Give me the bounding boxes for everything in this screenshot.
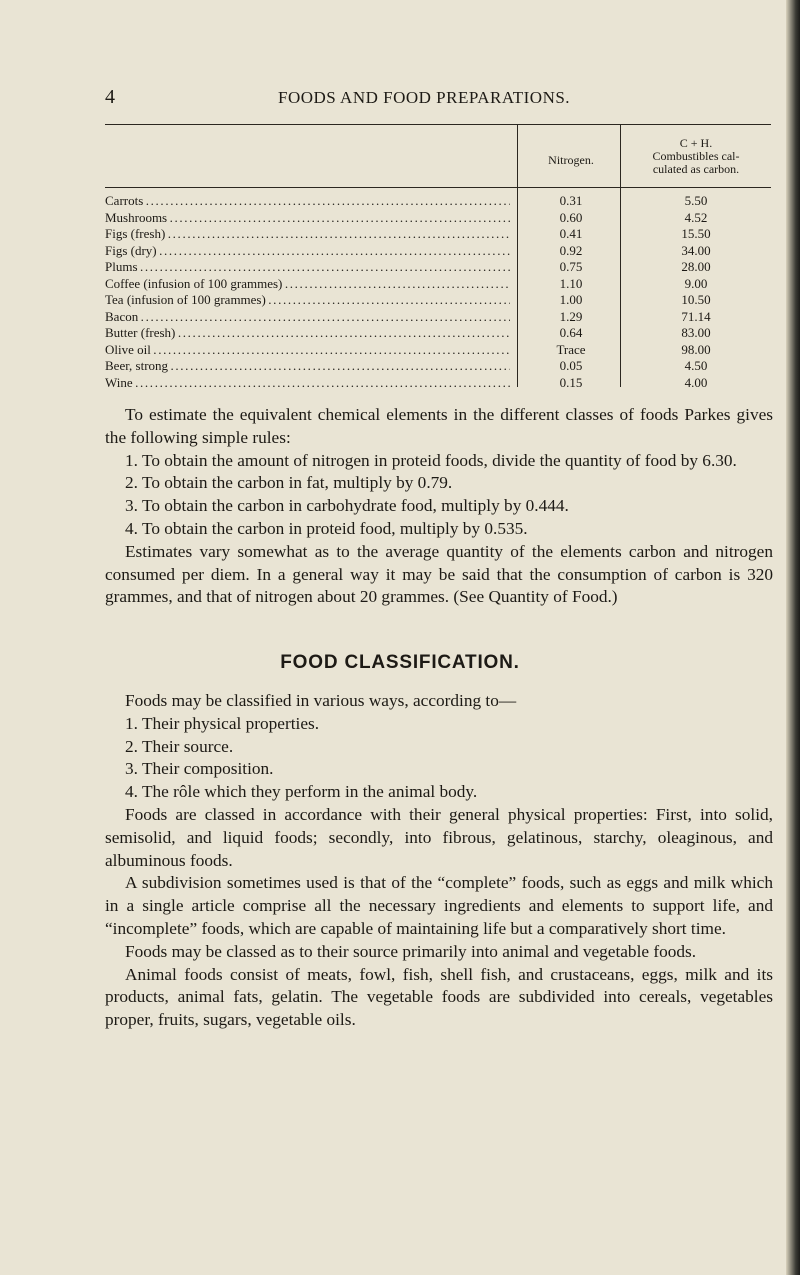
table-row <box>105 325 771 342</box>
table-body <box>105 188 771 391</box>
food-name: Wine . . . <box>105 375 510 392</box>
section-heading: FOOD CLASSIFICATION. <box>280 652 520 673</box>
carbon-value: 4.50 <box>684 358 708 373</box>
food-name: Beer, strong . . . <box>105 358 510 375</box>
paragraph: A subdivision sometimes used is that of the “complete” foods, such as eggs and milk which in a single article comprise all the necessary ingredients and elements to support life, and “incomplete” foods, which are capable of maintaining life but a comparatively short time. <box>105 873 773 938</box>
nitrogen-value: 0.15 <box>559 374 583 390</box>
table-header <box>105 125 771 188</box>
table-row <box>105 210 771 227</box>
food-name: Butter (fresh) . . . <box>105 325 510 342</box>
page-number: 4 <box>105 86 115 108</box>
nitrogen-value: 0.31 <box>559 193 583 208</box>
food-name: Plums . . . <box>105 259 510 276</box>
list-item: 3. To obtain the carbon in carbohydrate food, multiply by 0.444. <box>125 496 569 516</box>
table-row <box>105 358 771 375</box>
table-row <box>105 259 771 276</box>
paragraph: Foods may be classified in various ways, according to— <box>125 691 517 710</box>
classification-text <box>105 690 773 1032</box>
nitrogen-value: 1.00 <box>559 292 583 307</box>
nitrogen-value: 1.29 <box>559 308 583 324</box>
table-row <box>105 276 771 293</box>
food-name: Coffee (infusion of 100 grammes) . . . <box>105 276 510 293</box>
header-carbon-line: C + H. <box>679 136 713 150</box>
nitrogen-value: 0.05 <box>559 358 583 373</box>
carbon-value: 98.00 <box>681 341 711 357</box>
carbon-value: 83.00 <box>681 325 711 340</box>
paragraph: To estimate the equivalent chemical elements in the different classes of foods Parkes gives the following simple rules: <box>105 405 773 447</box>
nitrogen-value: 0.64 <box>559 325 583 340</box>
carbon-value: 4.52 <box>684 209 708 225</box>
list-item: 3. Their composition. <box>125 759 274 779</box>
header-carbon-line: Combustibles cal- <box>652 149 740 163</box>
table-row <box>105 243 771 260</box>
list-item: 4. The rôle which they perform in the animal body. <box>125 782 478 802</box>
paragraph: Foods are classed in accordance with their general physical properties: First, into solid, semisolid, and liquid foods; secondly, into fibrous, gelatinous, starchy, oleaginous, and albuminous foods. <box>105 804 773 870</box>
nitrogen-value: 0.92 <box>559 242 583 258</box>
carbon-value: 5.50 <box>684 193 708 208</box>
nitrogen-value: 0.75 <box>559 259 583 274</box>
carbon-value: 34.00 <box>681 242 711 258</box>
list-item: 2. To obtain the carbon in fat, multiply by 0.79. <box>125 473 453 493</box>
list-item: 1. Their physical properties. <box>125 713 320 733</box>
carbon-value: 10.50 <box>681 292 711 307</box>
carbon-value: 28.00 <box>681 259 711 274</box>
running-head: FOODS AND FOOD PREPARATIONS. <box>278 88 571 107</box>
nitrogen-value: 0.41 <box>559 226 583 241</box>
table-row <box>105 226 771 243</box>
table-row <box>105 292 771 309</box>
page-edge <box>786 0 800 1275</box>
list-item: 2. Their source. <box>125 736 234 756</box>
paragraph: Animal foods consist of meats, fowl, fish, shell fish, and crustaceans, eggs, milk and its products, animal fats, gelatin. The vegetable foods are subdivided into cereals, vegetables proper, fruits, sugars, vegetable oils. <box>105 964 773 1030</box>
food-name: Carrots . . . <box>105 193 510 210</box>
table-row <box>105 309 771 326</box>
food-name: Olive oil . . . <box>105 342 510 359</box>
header-nitrogen: Nitrogen. <box>548 153 594 167</box>
header-carbon <box>620 137 772 176</box>
carbon-value: 4.00 <box>684 374 708 390</box>
carbon-value: 9.00 <box>684 275 708 291</box>
food-name: Figs (dry) . . . <box>105 243 510 260</box>
carbon-value: 15.50 <box>681 226 711 241</box>
table-row <box>105 342 771 359</box>
header-carbon-line: culated as carbon. <box>652 162 740 176</box>
nitrogen-value: 0.60 <box>559 209 583 225</box>
nitrogen-value: Trace <box>556 341 586 357</box>
food-name: Figs (fresh) . . . <box>105 226 510 243</box>
carbon-value: 71.14 <box>681 308 711 324</box>
composition-table <box>105 124 771 391</box>
paragraph: Estimates vary somewhat as to the average quantity of the elements carbon and nitrogen consumed per diem. In a general way it may be said that the consumption of carbon is 320 grammes, and that of nitrogen about 20 grammes. (See Quantity of Food.) <box>105 541 773 607</box>
paragraph: Foods may be classed as to their source primarily into animal and vegetable foods. <box>125 941 697 961</box>
table-row <box>105 193 771 210</box>
food-name: Bacon . . . <box>105 309 510 326</box>
food-name: Tea (infusion of 100 grammes) . . . <box>105 292 510 309</box>
estimation-rules-text <box>105 404 773 609</box>
list-item: 1. To obtain the amount of nitrogen in proteid foods, divide the quantity of food by 6.30. <box>125 450 737 470</box>
food-name: Mushrooms . . . <box>105 210 510 227</box>
table-row <box>105 375 771 392</box>
nitrogen-value: 1.10 <box>559 275 583 291</box>
list-item: 4. To obtain the carbon in proteid food, multiply by 0.535. <box>125 518 528 538</box>
